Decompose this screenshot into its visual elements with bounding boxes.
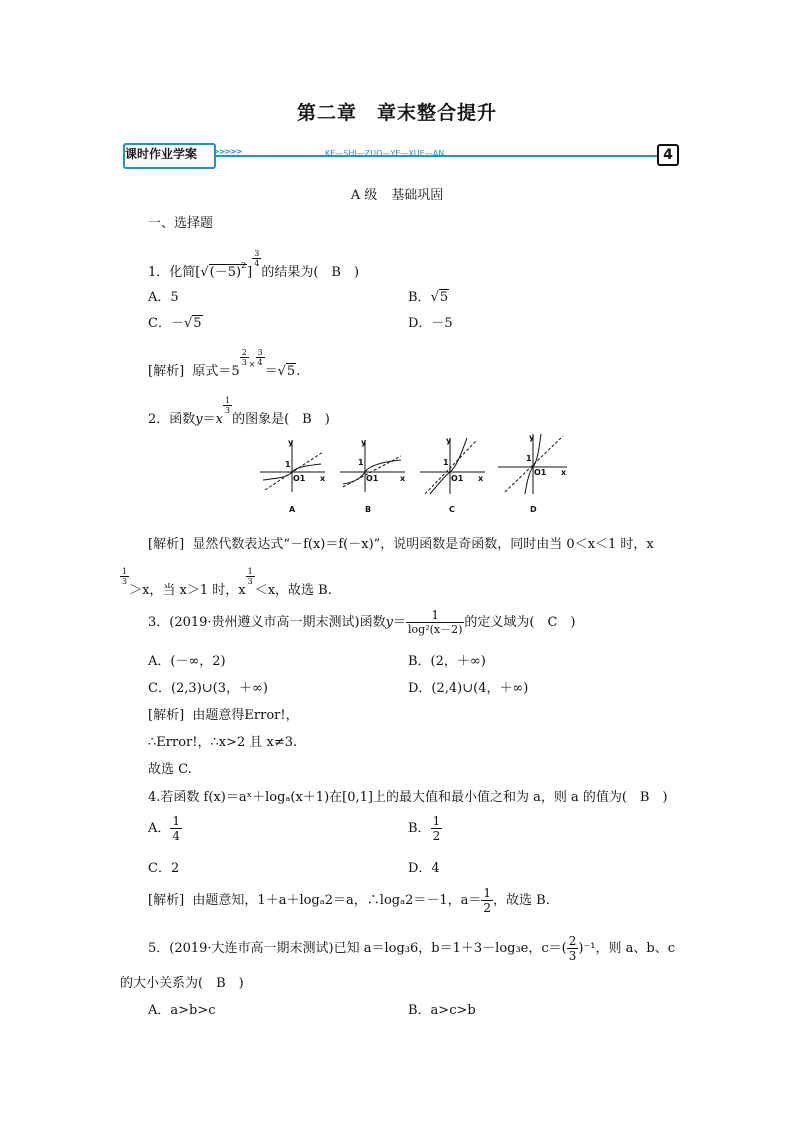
q3-analysis-line3: 故选 C. xyxy=(148,762,192,777)
q1-analysis-end: . xyxy=(296,364,301,379)
section-name: 基础巩固 xyxy=(391,188,444,203)
q2-stem-y: y xyxy=(195,412,203,427)
q4-b-num: 1 xyxy=(432,814,441,828)
q4-option-a xyxy=(148,814,182,843)
graph-c-origin: O1 xyxy=(451,474,464,483)
q2-exp-num: 1 xyxy=(225,396,231,405)
q2-aexp-b-den: 3 xyxy=(247,577,253,586)
q2-stem-x: x xyxy=(215,412,223,427)
graph-a-one-label: 1 xyxy=(285,460,291,469)
q3-option-d: D．(2,4)∪(4，＋∞) xyxy=(408,681,529,696)
q3-analysis-line1 xyxy=(148,704,299,723)
question-4-stem: 4.若函数 f(x)＝aˣ＋logₐ(x＋1)在[0,1]上的最大值和最小值之和为 a，则 a 的值为( B ) xyxy=(148,790,668,805)
q2-analysis-text2b: ＜x，故选 B. xyxy=(254,583,332,598)
graph-b-one-label: 1 xyxy=(358,458,364,467)
q4-analysis-den: 2 xyxy=(483,901,492,915)
lesson-number-badge: 4 xyxy=(657,144,679,166)
question-5-stem xyxy=(148,934,675,963)
question-3-stem xyxy=(148,608,576,637)
q1-ae2-num: 3 xyxy=(257,348,263,357)
q1-exp-num: 3 xyxy=(254,249,260,258)
q1-exponent xyxy=(252,249,261,268)
q1-stem-post: 的结果为( B ) xyxy=(261,265,360,280)
banner-label: 课时作业学案 xyxy=(125,147,198,161)
q4-a-fraction xyxy=(170,814,182,843)
graph-d-y-label: y xyxy=(529,433,535,442)
q4-b-fraction xyxy=(431,814,443,843)
q5-frac-den: 3 xyxy=(568,949,577,963)
part-heading: 一、选择题 xyxy=(148,216,214,231)
section-heading xyxy=(0,184,794,203)
q1-exp2: 2 xyxy=(241,261,247,270)
section-level: A 级 xyxy=(350,188,378,203)
q5-frac-num: 2 xyxy=(568,934,577,948)
q4-b-label: B． xyxy=(408,821,431,836)
q2-aexp-b-num: 1 xyxy=(247,567,253,576)
q3-stem-eq: ＝ xyxy=(393,615,407,630)
q1-stem-pre: 1．化简[ xyxy=(148,265,201,280)
q1-option-b xyxy=(408,286,449,305)
q3-analysis-line2: ∴Error!，∴x>2 且 x≠3. xyxy=(148,735,298,750)
q2-analysis-text2a: ＞x，当 x＞1 时，x xyxy=(129,583,246,598)
q2-stem-eq: ＝ xyxy=(202,412,216,427)
q1-exp-den: 4 xyxy=(254,259,260,268)
q1-analysis-tag: [解析] xyxy=(148,364,185,379)
q2-analysis-text1: 显然代数表达式“－f(x)＝f(－x)”，说明函数是奇函数，同时由当 0＜x＜1 时，x xyxy=(192,537,654,552)
q3-option-a: A．(－∞，2) xyxy=(148,654,226,669)
q3-option-c: C．(2,3)∪(3，＋∞) xyxy=(148,681,268,696)
q1-radicand-text: (－5) xyxy=(209,265,242,280)
q4-analysis-post: ，故选 B. xyxy=(493,893,550,908)
q4-option-c: C．2 xyxy=(148,861,180,876)
q1-option-c xyxy=(148,312,203,331)
q5-option-a: A．a>b>c xyxy=(148,1003,216,1018)
q2-analysis-tag: [解析] xyxy=(148,537,185,552)
q1-c-radicand: 5 xyxy=(193,316,202,331)
q4-analysis-tag: [解析] xyxy=(148,893,185,908)
q5-stem-line2: 的大小关系为( B ) xyxy=(120,976,244,991)
page-title xyxy=(0,98,794,125)
q1-b-label: B． xyxy=(408,290,431,305)
q1-option-d: D．－5 xyxy=(408,316,453,331)
graph-b-origin: O1 xyxy=(366,474,379,483)
sqrt-icon: √ xyxy=(200,265,209,280)
q4-option-d: D．4 xyxy=(408,861,440,876)
q2-graphs xyxy=(255,432,575,517)
q2-analysis-exp-a xyxy=(120,567,129,586)
q4-a-label: A． xyxy=(148,821,171,836)
q1-ae1-den: 3 xyxy=(241,358,247,367)
q1-b-radicand: 5 xyxy=(439,290,449,305)
q3-stem-post: 的定义域为( C ) xyxy=(464,615,576,630)
graph-a-x-label: x xyxy=(320,474,326,483)
q3-analysis-tag: [解析] xyxy=(148,708,185,723)
q4-a-den: 4 xyxy=(172,829,181,843)
graph-d xyxy=(498,433,567,514)
q3-analysis-text1: 由题意得Error!， xyxy=(192,708,299,723)
q4-analysis-fraction xyxy=(481,886,493,915)
graph-a-y-label: y xyxy=(288,438,294,447)
q1-analysis-exp1 xyxy=(240,348,249,367)
q1-ae1-num: 2 xyxy=(241,348,247,357)
banner-pinyin: KE—SHI—ZUO—YE—XUE—AN xyxy=(325,149,445,158)
q1-bracket-close: ] xyxy=(247,265,253,280)
q1-analysis-exp2 xyxy=(256,348,265,367)
graph-b-caption: B xyxy=(365,505,372,514)
banner-arrows: >>>>> xyxy=(213,147,242,156)
q4-analysis-num: 1 xyxy=(483,886,492,900)
graph-b-y-label: y xyxy=(361,438,367,447)
graph-a-origin: O1 xyxy=(293,474,306,483)
q2-exponent xyxy=(223,396,232,415)
q1-analysis-radicand: 5 xyxy=(286,364,296,379)
q3-stem-pre: 3．(2019·贵州遵义市高一期末测试)函数 xyxy=(148,615,386,630)
q2-analysis-exp-b xyxy=(246,567,255,586)
q3-option-b: B．(2，＋∞) xyxy=(408,654,486,669)
q4-analysis xyxy=(148,886,550,915)
graph-d-caption: D xyxy=(530,505,537,514)
q1-ae2-den: 4 xyxy=(257,358,263,367)
q1-radicand xyxy=(209,261,248,280)
graph-c-caption: C xyxy=(449,505,455,514)
q1-analysis-times: × xyxy=(248,360,256,369)
q1-analysis xyxy=(148,348,300,379)
sqrt-icon: √ xyxy=(430,290,439,305)
q3-frac-num: 1 xyxy=(406,608,464,623)
graph-c-x-label: x xyxy=(478,474,484,483)
q4-a-num: 1 xyxy=(172,814,181,828)
q4-analysis-pre: 由题意知，1＋a＋logₐ2＝a，∴logₐ2＝－1，a＝ xyxy=(192,893,482,908)
graph-c xyxy=(420,436,485,514)
q1-analysis-eq: ＝ xyxy=(264,364,278,379)
q2-aexp-a-num: 1 xyxy=(122,567,128,576)
graph-d-origin: O1 xyxy=(534,468,547,477)
q2-stem-post: 的图象是( B ) xyxy=(232,412,330,427)
q4-option-b xyxy=(408,814,442,843)
q5-stem-post: )⁻¹，则 a、b、c xyxy=(578,941,676,956)
sqrt-icon: √ xyxy=(183,316,193,331)
graph-a-caption: A xyxy=(289,505,296,514)
question-2-stem xyxy=(148,396,330,427)
q2-aexp-a-den: 3 xyxy=(122,577,128,586)
q5-stem-pre: 5．(2019·大连市高一期末测试)已知 a＝log₃6，b＝1＋3－log₃e，c＝( xyxy=(148,941,567,956)
q2-stem-pre: 2．函数 xyxy=(148,412,196,427)
q4-b-den: 2 xyxy=(432,829,441,843)
q2-analysis-line2 xyxy=(120,567,332,598)
q1-option-a: A．5 xyxy=(148,290,179,305)
graph-d-one-label: 1 xyxy=(526,454,532,463)
q3-stem-y: y xyxy=(385,615,393,630)
question-1-stem xyxy=(148,249,359,280)
graph-b xyxy=(340,438,406,514)
q5-fraction xyxy=(567,934,579,963)
q2-analysis-line1 xyxy=(148,533,654,552)
graph-c-y-label: y xyxy=(446,436,452,445)
q1-c-label: C．－ xyxy=(148,316,184,331)
graph-c-one-label: 1 xyxy=(443,458,449,467)
graph-b-x-label: x xyxy=(400,474,406,483)
q5-option-b: B．a>c>b xyxy=(408,1003,476,1018)
graph-a xyxy=(260,438,326,514)
chapter-label: 第二章 xyxy=(296,102,357,124)
q1-analysis-text: 原式＝5 xyxy=(192,364,240,379)
graph-d-x-label: x xyxy=(561,468,567,477)
sqrt-icon: √ xyxy=(277,364,286,379)
q2-exp-den: 3 xyxy=(225,406,231,415)
q3-frac-den: log²(x－2) xyxy=(408,623,463,636)
q3-fraction xyxy=(406,608,464,637)
chapter-title: 章末整合提升 xyxy=(377,102,498,124)
